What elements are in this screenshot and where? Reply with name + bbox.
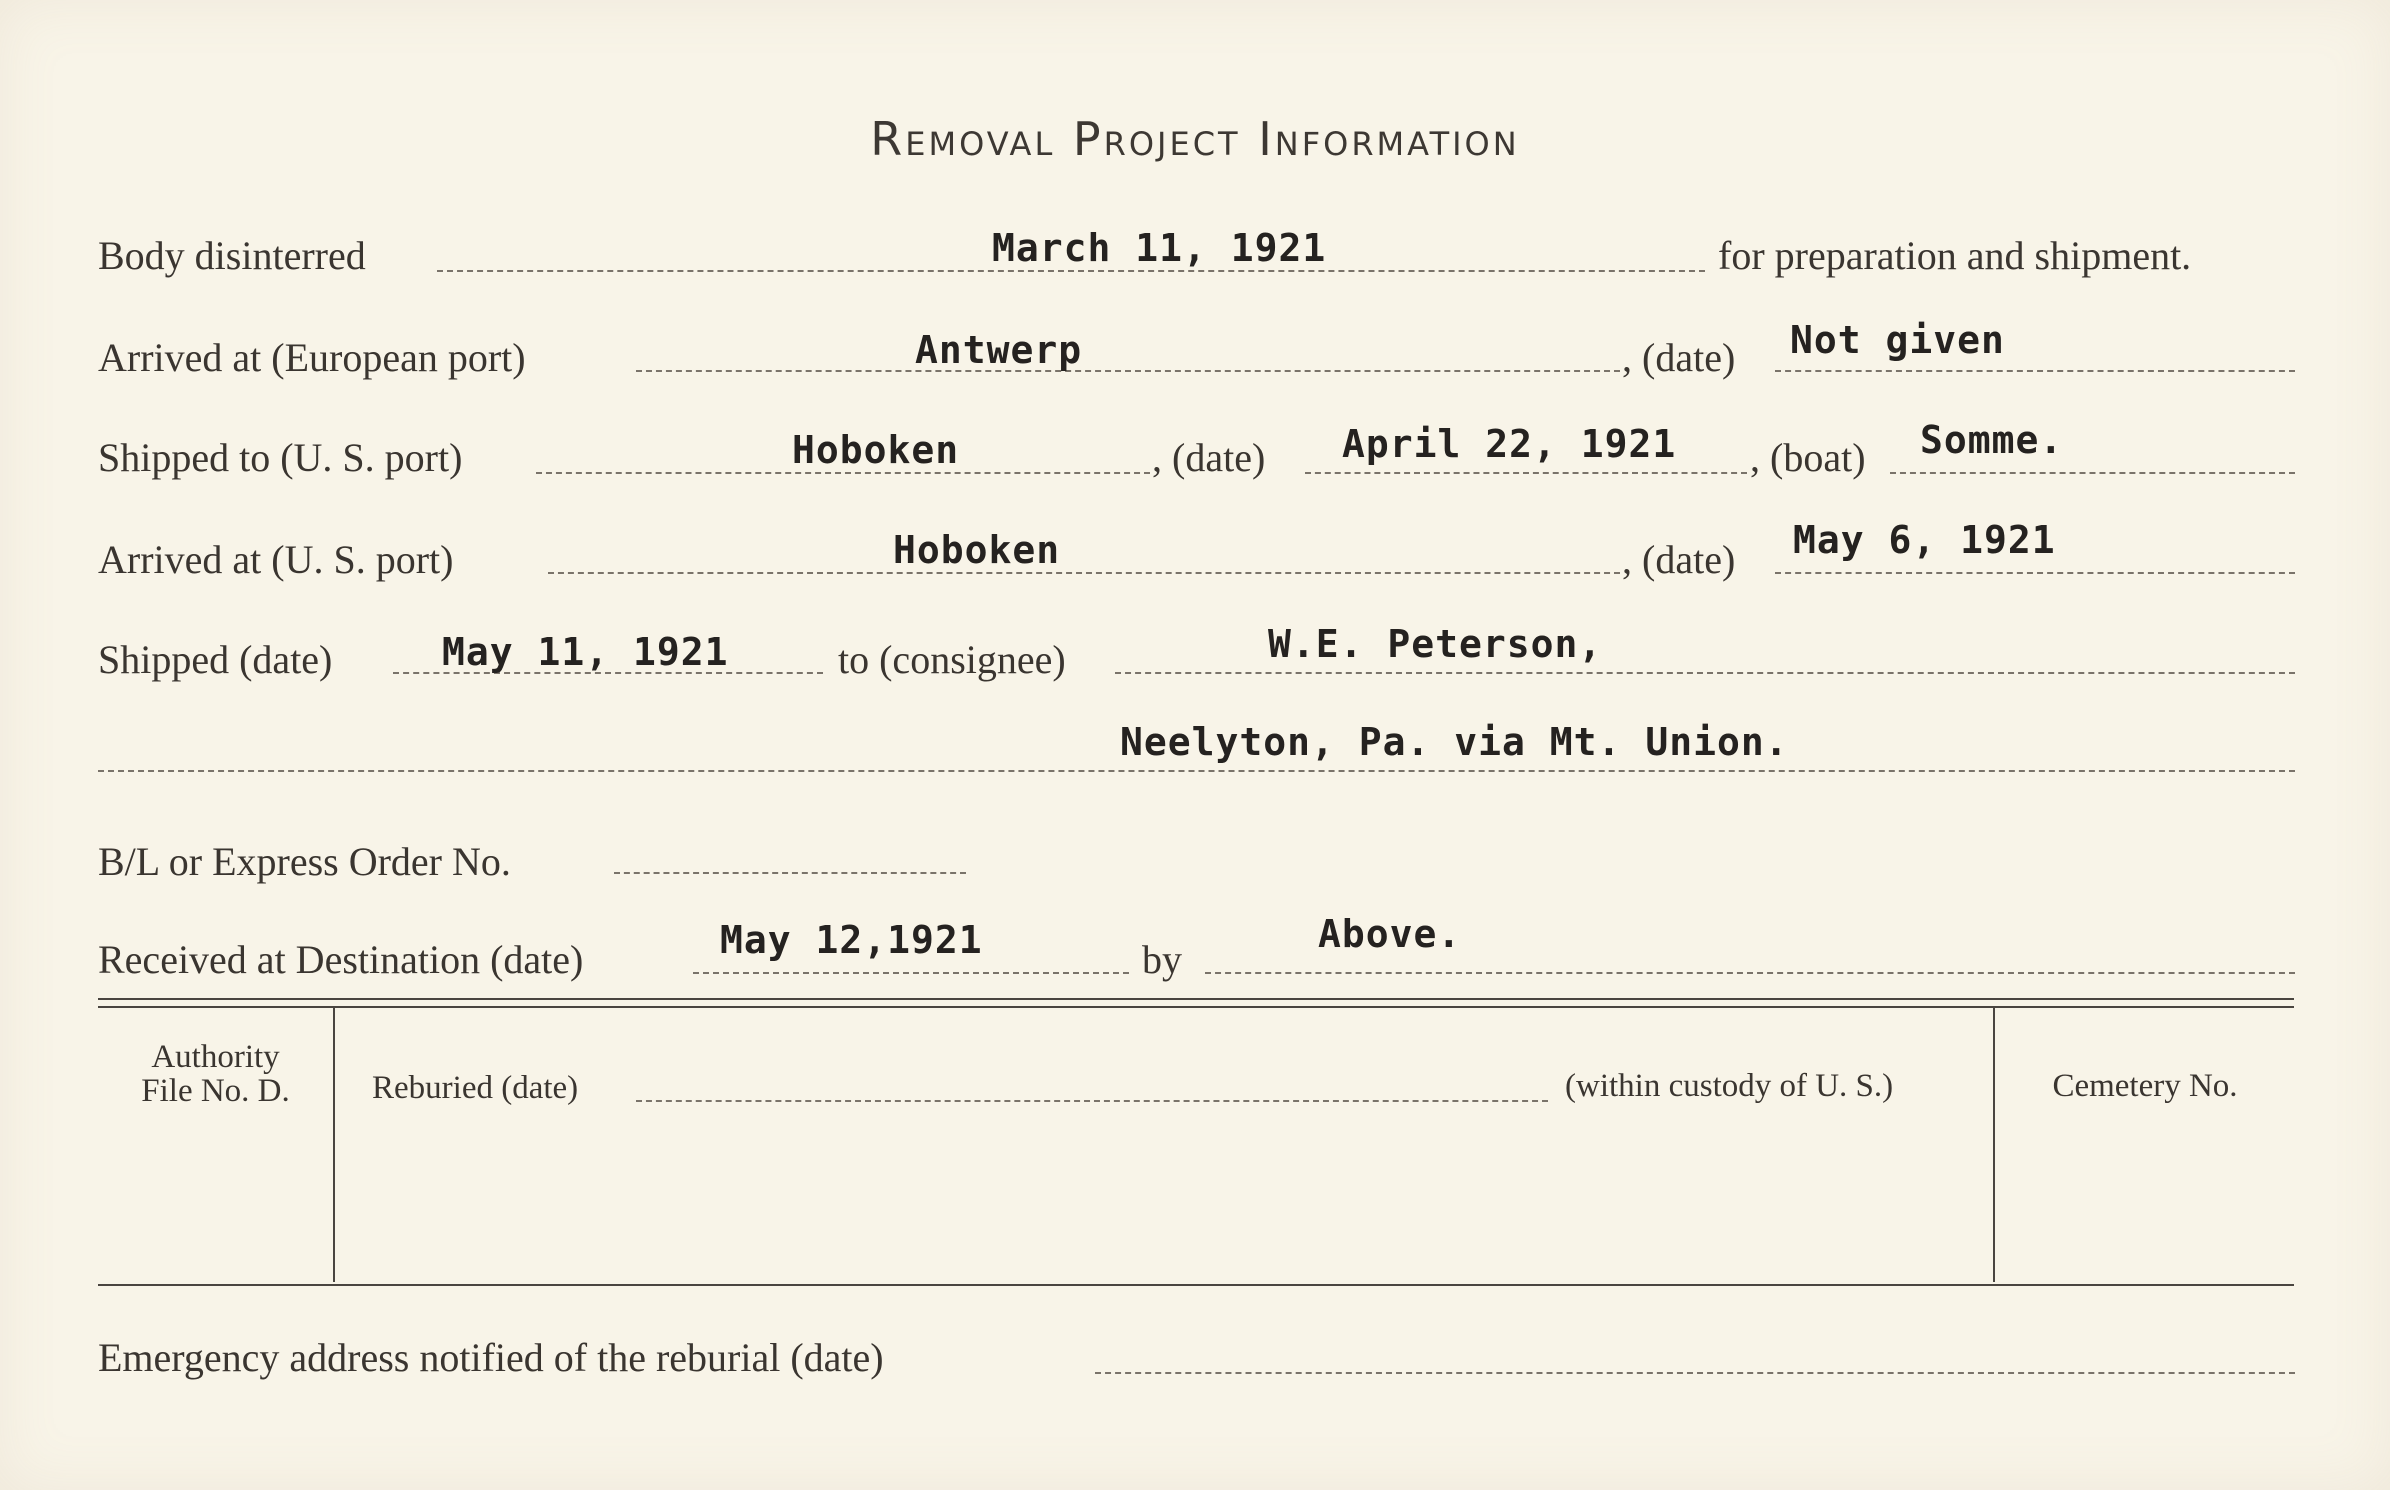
disinterred-value: March 11, 1921 bbox=[992, 226, 1327, 270]
authority-label: Authority bbox=[151, 1039, 280, 1075]
shipped-us-boat-label: , (boat) bbox=[1750, 435, 1866, 480]
arrived-us-date-value: May 6, 1921 bbox=[1793, 518, 2056, 562]
card-title: Removal Project Information bbox=[870, 112, 1520, 166]
arrived-us-value: Hoboken bbox=[893, 528, 1061, 572]
disinterred-suffix: for preparation and shipment. bbox=[1718, 233, 2192, 278]
table-top-rule bbox=[98, 998, 2294, 1000]
arrived-eu-date-line bbox=[1775, 370, 2295, 372]
arrived-us-date-label: , (date) bbox=[1622, 537, 1736, 582]
received-label: Received at Destination (date) bbox=[98, 937, 584, 982]
table-divider-right bbox=[1993, 1008, 1995, 1282]
shipped-us-value: Hoboken bbox=[792, 428, 960, 472]
address-line bbox=[98, 770, 2295, 772]
custody-label: (within custody of U. S.) bbox=[1565, 1068, 1894, 1104]
emergency-line bbox=[1095, 1372, 2295, 1374]
emergency-label: Emergency address notified of the reburial (date) bbox=[98, 1335, 884, 1380]
reburied-line bbox=[636, 1100, 1548, 1102]
shipped-date-value: May 11, 1921 bbox=[442, 630, 729, 674]
shipped-us-date-line bbox=[1305, 472, 1747, 474]
shipped-label: Shipped (date) bbox=[98, 637, 333, 682]
consignee-value: W.E. Peterson, bbox=[1268, 622, 1603, 666]
arrived-eu-date-label: , (date) bbox=[1622, 335, 1736, 380]
arrived-us-line bbox=[548, 572, 1620, 574]
table-divider-left bbox=[333, 1008, 335, 1282]
received-date-value: May 12,1921 bbox=[720, 918, 983, 962]
file-no-label: File No. D. bbox=[141, 1073, 290, 1109]
shipped-us-boat-value: Somme. bbox=[1920, 418, 2064, 462]
arrived-us-label: Arrived at (U. S. port) bbox=[98, 537, 454, 582]
arrived-eu-line bbox=[636, 370, 1620, 372]
bl-line bbox=[614, 872, 966, 874]
shipped-us-date-value: April 22, 1921 bbox=[1342, 422, 1677, 466]
received-by-value: Above. bbox=[1318, 912, 1462, 956]
arrived-eu-date-value: Not given bbox=[1790, 318, 2005, 362]
authority-cell bbox=[98, 1040, 333, 1108]
consignee-line bbox=[1115, 672, 2295, 674]
table-top-rule-2 bbox=[98, 1006, 2294, 1008]
disinterred-line bbox=[437, 270, 1705, 272]
received-by-line bbox=[1205, 972, 2295, 974]
arrived-eu-value: Antwerp bbox=[915, 328, 1083, 372]
bl-label: B/L or Express Order No. bbox=[98, 839, 511, 884]
disinterred-label: Body disinterred bbox=[98, 233, 366, 278]
arrived-eu-label: Arrived at (European port) bbox=[98, 335, 526, 380]
shipped-us-boat-line bbox=[1890, 472, 2295, 474]
shipped-us-label: Shipped to (U. S. port) bbox=[98, 435, 463, 480]
shipped-us-line bbox=[536, 472, 1150, 474]
cemetery-label: Cemetery No. bbox=[2052, 1068, 2238, 1104]
address-value: Neelyton, Pa. via Mt. Union. bbox=[1120, 720, 1789, 764]
reburied-label: Reburied (date) bbox=[372, 1070, 579, 1106]
received-by-label: by bbox=[1142, 937, 1182, 982]
received-date-line bbox=[693, 972, 1129, 974]
consignee-label: to (consignee) bbox=[838, 637, 1066, 682]
arrived-us-date-line bbox=[1775, 572, 2295, 574]
shipped-us-date-label: , (date) bbox=[1152, 435, 1266, 480]
table-bottom-rule bbox=[98, 1284, 2294, 1286]
